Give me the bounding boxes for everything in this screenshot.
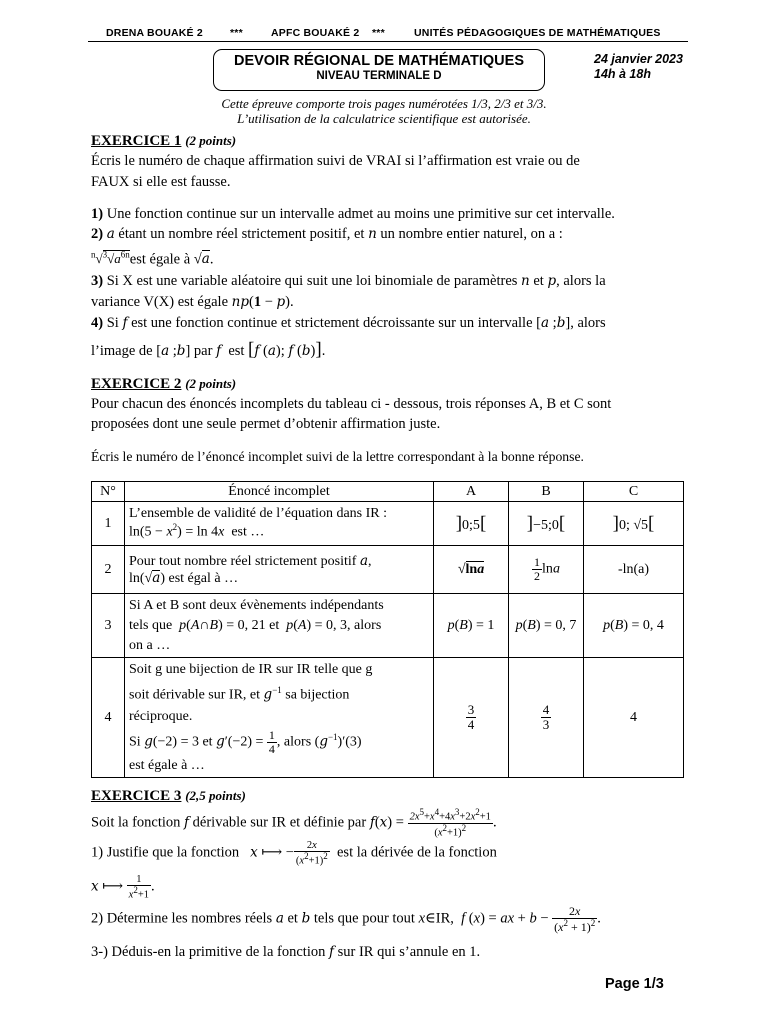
ex1-affirmation-1: 1) Une fonction continue sur un intervalle admet au moins une primitive sur cet intervalle. [91,206,615,222]
answer-4a: $\frac{3}{4}$ [434,658,509,778]
header-c: C [584,482,684,502]
header-rule [88,41,688,42]
intro-line1: Cette épreuve comporte trois pages numérotées 1/3, 2/3 et 3/3. [221,96,547,111]
intro-line2: L’utilisation de la calculatrice scientifique est autorisée. [237,111,531,126]
answer-4c: 4 [584,658,684,778]
ex3-heading: EXERCICE 3 (2,5 points) [91,788,246,804]
ex3-intro: Soit la fonction f dérivable sur IR et définie par f(x) = $\frac{2x^5+x^4+4x^3+2x^2+1}{(x^2+1)^2}$ . [91,807,497,839]
ex1-affirmation-2: 2) a étant un nombre réel strictement positif, et n un nombre entier naturel, on a : [91,226,563,242]
answer-2a: √lna [434,546,509,594]
title-box [213,49,545,91]
table-header-row [92,482,684,502]
table-row: 4 Soit g une bijection de IR sur IR telle que g soit dérivable sur IR, et $g^{-1}$ sa bijection réciproque. Si g(−2) = 3 et g′(−2) = $\frac{1}{4}$ , alors $(g^{-1})'(3)$ est égale à … $\frac{3}{4}$ $\frac{4}{3}$ 4 [92,658,684,778]
ex3-question-1: 1) Justifie que la fonction x ⟼ − $\frac{2x}{(x^2+1)^2}$ est la dérivée de la fonction [91,840,497,867]
ex1-affirmation-3: 3) Si X est une variable aléatoire qui suit une loi binomiale de paramètres n et p, alors la [91,273,606,289]
ex2-instr2: proposées dont une seule permet d’obtenir affirmation juste. [91,416,441,432]
answer-1c: ]0; √5[ [584,502,684,546]
header-sep1: *** [230,27,243,39]
date-block [594,52,683,82]
page-number: Page 1/3 [605,976,664,992]
statement-4: Soit g une bijection de IR sur IR telle que g soit dérivable sur IR, et $g^{-1}$ sa bijection réciproque. Si g(−2) = 3 et g′(−2) = $\frac{1}{4}$ , alors $(g^{-1})'(3)$ est égale à … [125,658,434,778]
title-main: DEVOIR RÉGIONAL DE MATHÉMATIQUES [233,53,524,69]
ex1-affirmation-2-line2: $^n√^3√a^{6n}est$ égale à √a. [91,250,214,268]
header-number: N° [92,482,125,502]
header-left: DRENA BOUAKÉ 2 [106,27,203,39]
ex2-instr3: Écris le numéro de l’énoncé incomplet suivi de la lettre correspondant à la bonne réponse. [91,449,584,464]
table-row: 1 L’ensemble de validité de l’équation dans IR : $\ln(5 - x^2) = \ln 4x$ est … ]0;5[ ]−5;0[ ]0; √5[ [92,502,684,546]
ex3-question-2: 2) Détermine les nombres réels a et b tels que pour tout x∈IR, f (x) = ax + b − $\frac{2x}{(x^2 + 1)^2}$ . [91,904,601,934]
ex1-heading: EXERCICE 1 (2 points) [91,133,237,149]
ex2-instr1: Pour chacun des énoncés incomplets du tableau ci - dessous, trois réponses A, B et C sont [91,396,612,412]
answer-3c: p(B) = 0, 4 [584,594,684,658]
answer-3b: p(B) = 0, 7 [509,594,584,658]
table-row: 3 Si A et B sont deux évènements indépendants tels que p(A∩B) = 0, 21 et p(A) = 0, 3, alors on a … p(B) = 1 p(B) = 0, 7 p(B) = 0, 4 [92,594,684,658]
ex1-affirmation-4: 4) Si f est une fonction continue et strictement décroissante sur un intervalle [a ;b], alors [91,315,606,331]
ex1-instr2: FAUX si elle est fausse. [91,174,231,190]
header-right: UNITÉS PÉDAGOGIQUES DE MATHÉMATIQUES [414,27,661,39]
header-bar [88,27,688,41]
ex2-heading: EXERCICE 2 (2 points) [91,376,237,392]
header-b: B [509,482,584,502]
header-sep2: *** [372,27,385,39]
statement-1: L’ensemble de validité de l’équation dans IR : $\ln(5 - x^2) = \ln 4x$ est … [125,502,434,546]
answer-1a: ]0;5[ [434,502,509,546]
ex1-affirmation-4-line2: l’image de [a ;b] par f est [f (a); f (b)]. [91,339,326,360]
ex2-table [91,481,684,778]
answer-1b: ]−5;0[ [509,502,584,546]
date-hours: 14h à 18h [594,67,651,81]
ex3-question-1-line2: x ⟼ $\frac{1}{x^2+1}$ . [91,874,155,901]
statement-2: Pour tout nombre réel strictement positif a, ln(√a) est égal à … [125,546,434,594]
statement-3: Si A et B sont deux évènements indépendants tels que p(A∩B) = 0, 21 et p(A) = 0, 3, alors on a … [125,594,434,658]
ex1-affirmation-3-line2: variance V(X) est égale np(1 − p). [91,294,294,310]
table-row: 2 Pour tout nombre réel strictement positif a, ln(√a) est égal à … √lna $\frac{1}{2}$ lna -ln(a) [92,546,684,594]
ex1-instr1: Écris le numéro de chaque affirmation suivi de VRAI si l’affirmation est vraie ou de [91,153,580,169]
answer-4b: $\frac{4}{3}$ [509,658,584,778]
header-statement: Énoncé incomplet [125,482,434,502]
title-level: NIVEAU TERMINALE D [316,70,442,82]
answer-2c: -ln(a) [584,546,684,594]
header-a: A [434,482,509,502]
ex3-question-3: 3-) Déduis-en la primitive de la fonction f sur IR qui s’annule en 1. [91,944,481,960]
header-middle: APFC BOUAKÉ 2 [271,27,360,39]
answer-2b: $\frac{1}{2}$ lna [509,546,584,594]
answer-3a: p(B) = 1 [434,594,509,658]
date-day: 24 janvier 2023 [594,52,683,66]
